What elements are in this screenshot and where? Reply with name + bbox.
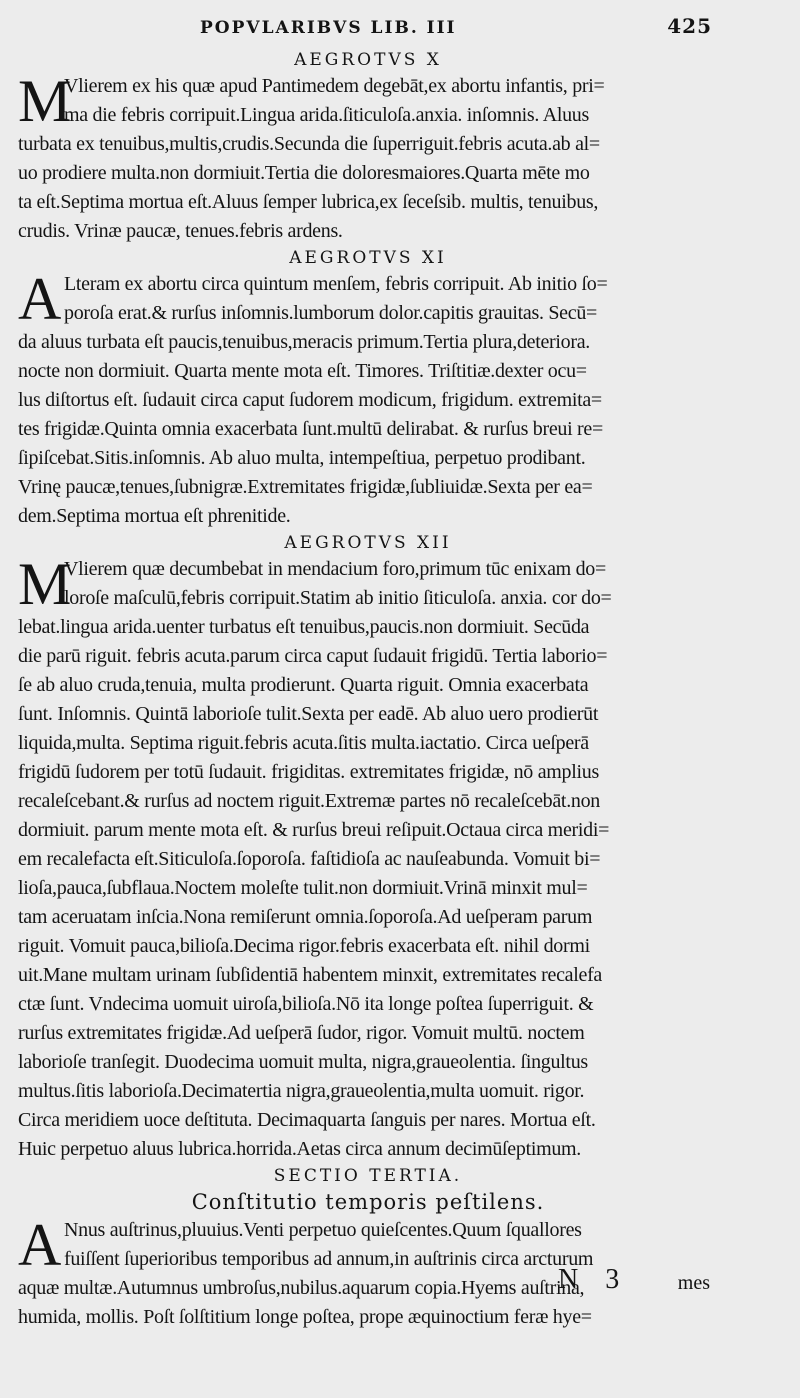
text-line: da aluus turbata eſt paucis,tenuibus,meracis primum.Tertia plura,deteriora.: [18, 331, 591, 353]
text-line: dormiuit. parum mente mota eſt. & rurſus breui reſipuit.Octaua circa meridi=: [18, 819, 610, 841]
text-line: ſe ab aluo cruda,tenuia, multa prodierunt. Quarta riguit. Omnia exacerbata: [18, 674, 589, 696]
paragraph: [18, 551, 718, 1164]
text-line: nocte non dormiuit. Quarta mente mota eſt. Timores. Triſtitiæ.dexter ocu=: [18, 360, 587, 382]
paragraph: [18, 266, 718, 531]
text-line: ſunt. Inſomnis. Quintā laborioſe tulit.Sexta per eadē. Ab aluo uero prodierūt: [18, 703, 599, 725]
text-line: Vlierem ex his quæ apud Pantimedem degebāt,ex abortu infantis, pri=: [64, 75, 605, 97]
text-line: aquæ multæ.Autumnus umbroſus,nubilus.aquarum copia.Hyems auſtrina,: [18, 1277, 585, 1299]
drop-cap: M: [18, 68, 72, 134]
text-line: Huic perpetuo aluus lubrica.horrida.Aetas circa annum decimūſeptimum.: [18, 1138, 581, 1160]
text-line: ta eſt.Septima mortua eſt.Aluus ſemper lubrica,ex ſeceſsib. multis, tenuibus,: [18, 191, 599, 213]
text-line: poroſa erat.& rurſus inſomnis.lumborum dolor.capitis grauitas. Secū=: [64, 302, 598, 324]
running-head-title: POPVLARIBVS LIB. III: [200, 18, 457, 38]
text-line: Vrinę paucæ,tenues,ſubnigræ.Extremitates frigidæ,ſubliuidæ.Sexta per ea=: [18, 476, 593, 498]
text-line: ctæ ſunt. Vndecima uomuit uiroſa,bilioſa.Nō ita longe poſtea ſuperriguit. &: [18, 993, 594, 1015]
section-heading: SECTIO TERTIA.: [273, 1166, 463, 1186]
page-footer: [540, 1264, 710, 1300]
text-line: Circa meridiem uoce deſtituta. Decimaquarta ſanguis per nares. Mortua eſt.: [18, 1109, 596, 1131]
running-head: [200, 14, 712, 44]
signature-mark: N 3: [558, 1264, 630, 1295]
text-line: multus.ſitis laborioſa.Decimatertia nigra,graueolentia,multa uomuit. rigor.: [18, 1080, 585, 1102]
text-line: die parū riguit. febris acuta.parum circa caput ſudauit frigidū. Tertia laborio=: [18, 645, 608, 667]
text-line: lioſa,pauca,ſubflaua.Noctem moleſte tulit.non dormiuit.Vrinā minxit mul=: [18, 877, 588, 899]
section-heading: AEGROTVS XI: [289, 248, 447, 268]
text-line: Lteram ex abortu circa quintum menſem, febris corripuit. Ab initio ſo=: [64, 273, 608, 295]
text-line: liquida,multa. Septima riguit.febris acuta.ſitis multa.iactatio. Circa ueſperā: [18, 732, 589, 754]
text-line: riguit. Vomuit pauca,bilioſa.Decima rigor.febris exacerbata eſt. nihil dormi: [18, 935, 590, 957]
text-line: lus diſtortus eſt. ſudauit circa caput ſudorem modicum, frigidum. extremita=: [18, 389, 602, 411]
text-line: recaleſcebant.& rurſus ad noctem riguit.Extremæ partes nō recaleſcebāt.non: [18, 790, 600, 812]
text-line: frigidū ſudorem per totū ſudauit. frigiditas. extremitates frigidæ, nō amplius: [18, 761, 599, 783]
catchword: mes: [677, 1272, 710, 1294]
drop-cap: M: [18, 551, 72, 617]
text-line: em recalefacta eſt.Siticuloſa.ſoporoſa. faſtidioſa ac nauſeabunda. Vomuit bi=: [18, 848, 601, 870]
paragraph: [18, 68, 718, 246]
text-line: loroſe maſculū,febris corripuit.Statim ab initio ſiticuloſa. anxia. cor do=: [64, 587, 612, 609]
text-line: ſipiſcebat.Sitis.inſomnis. Ab aluo multa, intempeſtiua, perpetuo prodibant.: [18, 447, 586, 469]
text-body: [18, 48, 718, 1332]
text-line: Nnus auſtrinus,pluuius.Venti perpetuo quieſcentes.Quum ſquallores: [64, 1219, 582, 1241]
text-line: rurſus extremitates frigidæ.Ad ueſperā ſudor, rigor. Vomuit multū. noctem: [18, 1022, 585, 1044]
text-line: lebat.lingua arida.uenter turbatus eſt tenuibus,paucis.non dormiuit. Secūda: [18, 616, 590, 638]
page-number: 425: [667, 14, 712, 38]
section-heading: AEGROTVS X: [294, 50, 442, 70]
text-line: laborioſe tranſegit. Duodecima uomuit multa, nigra,graueolentia. ſingultus: [18, 1051, 588, 1073]
text-line: uit.Mane multam urinam ſubſidentiā habentem minxit, extremitates recalefa: [18, 964, 603, 986]
text-line: ma die febris corripuit.Lingua arida.ſiticuloſa.anxia. inſomnis. Aluus: [64, 104, 589, 126]
text-line: tam aceruatam inſcia.Nona remiſerunt omnia.ſoporoſa.Ad ueſperam parum: [18, 906, 593, 928]
text-line: turbata ex tenuibus,multis,crudis.Secunda die ſuperriguit.febris acuta.ab al=: [18, 133, 600, 155]
drop-cap: A: [18, 1212, 62, 1278]
section-heading: AEGROTVS XII: [284, 533, 452, 553]
text-line: tes frigidæ.Quinta omnia exacerbata ſunt.multū delirabat. & rurſus breui re=: [18, 418, 603, 440]
drop-cap: A: [18, 266, 62, 332]
text-line: dem.Septima mortua eſt phrenitide.: [18, 505, 291, 527]
text-line: humida, mollis. Poſt ſolſtitium longe poſtea, prope æquinoctium feræ hye=: [18, 1306, 592, 1328]
text-line: uo prodiere multa.non dormiuit.Tertia die doloresmaiores.Quarta mēte mo: [18, 162, 590, 184]
text-line: Vlierem quæ decumbebat in mendacium foro,primum tūc enixam do=: [64, 558, 606, 580]
section-subheading: Conſtitutio temporis peſtilens.: [191, 1190, 545, 1214]
text-line: crudis. Vrinæ paucæ, tenues.febris ardens.: [18, 220, 343, 242]
text-line: fuiſſent ſuperioribus temporibus ad annum,in auſtrinis circa arcturum: [64, 1248, 594, 1270]
